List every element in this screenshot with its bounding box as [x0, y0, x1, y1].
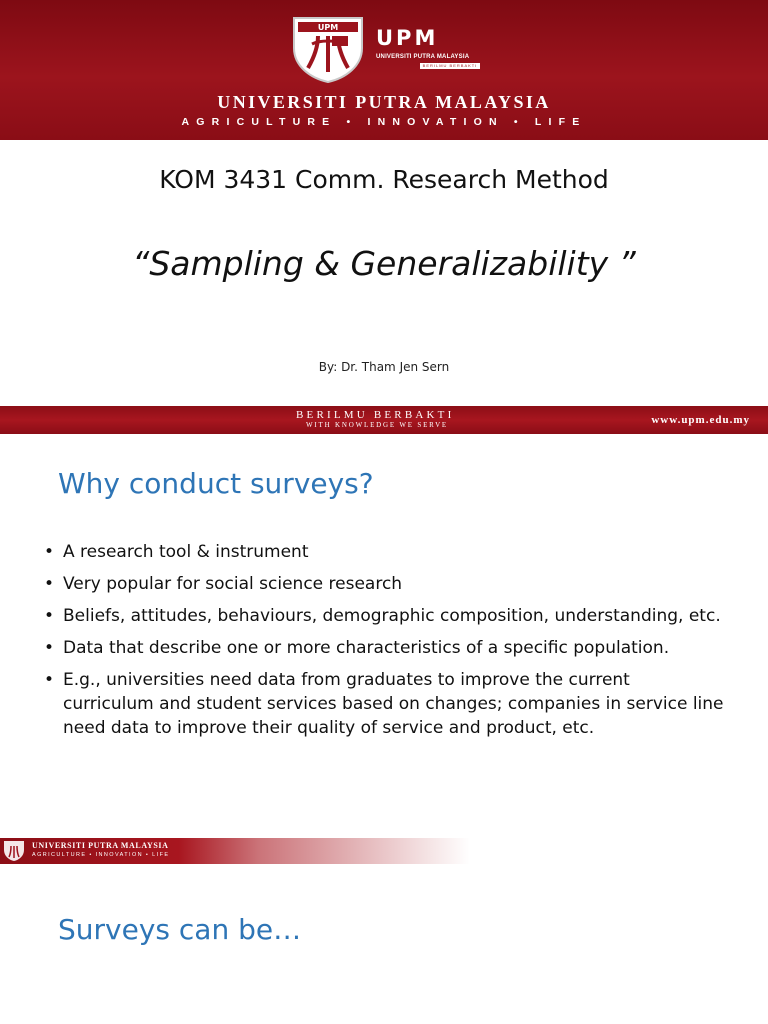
list-item — [44, 668, 724, 740]
footer-university-name: UNIVERSITI PUTRA MALAYSIA — [32, 841, 169, 850]
upm-wordmark-motto: BERILMU BERBAKTI — [420, 63, 480, 69]
title-footer-bar — [0, 406, 768, 434]
motto — [296, 408, 476, 432]
upm-wordmark-text: UPM — [376, 26, 439, 50]
bullet-list — [44, 540, 724, 748]
upm-wordmark-subtitle: UNIVERSITI PUTRA MALAYSIA — [376, 54, 470, 60]
lecture-title: “Sampling & Generalizability ” — [132, 244, 636, 283]
slide-heading: Surveys can be… — [58, 913, 302, 946]
bullet-marker: • — [44, 574, 55, 594]
bullet-marker: • — [44, 638, 55, 658]
upm-crest-logo — [288, 14, 368, 84]
list-item — [44, 572, 724, 596]
upm-crest-small-icon — [2, 840, 26, 862]
bullet-marker: • — [44, 670, 55, 690]
bullet-text: Beliefs, attitudes, behaviours, demographic composition, understanding, etc. — [63, 606, 721, 626]
header-banner — [0, 0, 768, 140]
university-name: UNIVERSITI PUTRA MALAYSIA — [217, 92, 551, 112]
bullet-text: E.g., universities need data from graduates to improve the current curriculum and student services based on changes; companies in service line need data to improve their quality of service and product, etc. — [63, 670, 724, 738]
list-item — [44, 540, 724, 564]
slide-footer-bar — [0, 838, 470, 864]
footer-tagline: AGRICULTURE • INNOVATION • LIFE — [32, 852, 170, 858]
course-title: KOM 3431 Comm. Research Method — [159, 165, 609, 194]
author-line: By: Dr. Tham Jen Sern — [318, 360, 450, 374]
bullet-text: Very popular for social science research — [63, 574, 403, 594]
bullet-marker: • — [44, 606, 55, 626]
list-item — [44, 636, 724, 660]
bullet-text: Data that describe one or more characteristics of a specific population. — [63, 638, 670, 658]
university-tagline: AGRICULTURE • INNOVATION • LIFE — [181, 116, 587, 128]
bullet-marker: • — [44, 542, 55, 562]
bullet-text: A research tool & instrument — [63, 542, 309, 562]
content-slide-why-surveys — [0, 434, 768, 866]
list-item — [44, 604, 724, 628]
motto-sub: WITH KNOWLEDGE WE SERVE — [306, 421, 448, 429]
content-slide-surveys-can-be — [0, 866, 768, 1024]
website-url[interactable]: www.upm.edu.my — [651, 414, 750, 426]
crest-label: UPM — [317, 23, 339, 32]
motto-main: BERILMU BERBAKTI — [296, 409, 455, 421]
title-slide — [0, 0, 768, 434]
slide-heading: Why conduct surveys? — [58, 467, 374, 500]
upm-wordmark — [376, 26, 480, 68]
